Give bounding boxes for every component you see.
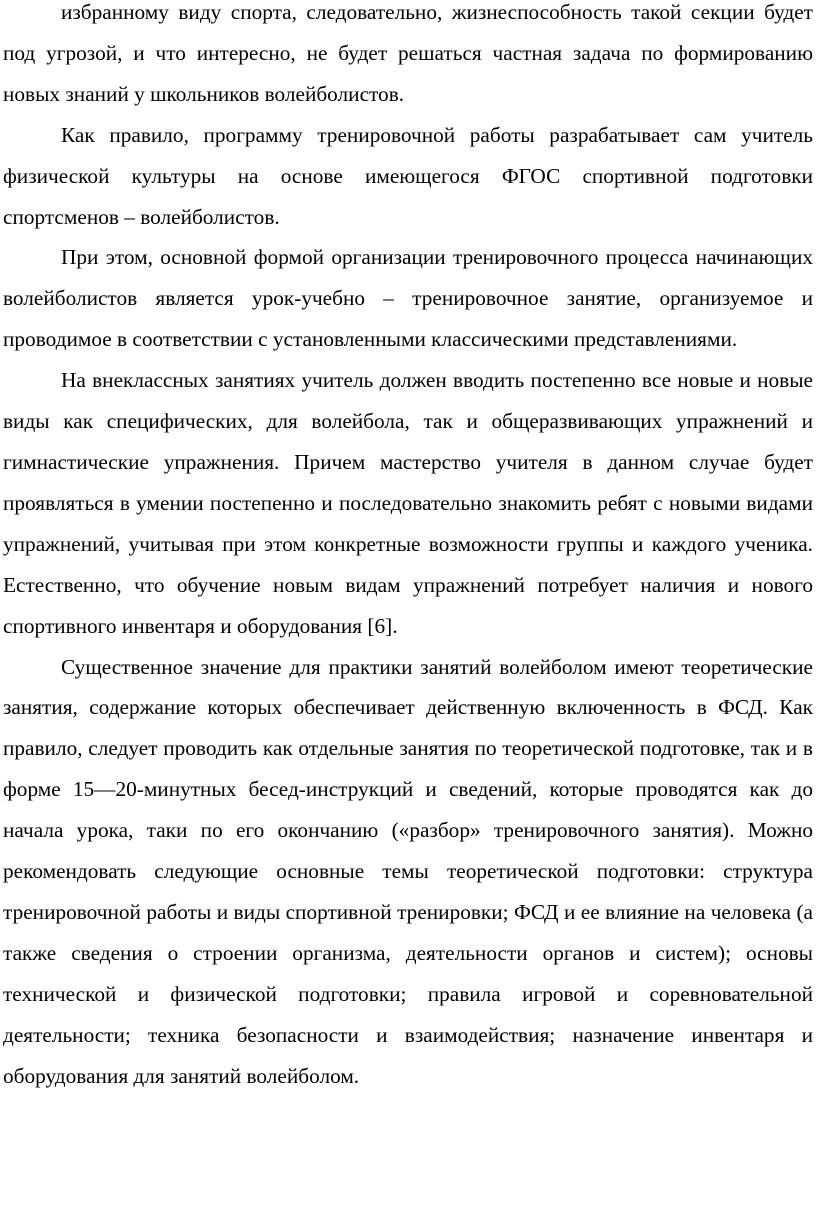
- paragraph-4: На внеклассных занятиях учитель должен вводить постепенно все новые и новые виды как специфических, для волейбола, так и общеразвивающих упражнений и гимнастические упражнения. Причем мастерство учителя в данном случае будет проявляться в умении постепенно и последовательно знакомить ребят с новыми видами упражнений, учитывая при этом конкретные возможности группы и каждого ученика. Естественно, что обучение новым видам упражнений потребует наличия и нового спортивного инвентаря и оборудования [6].: [3, 368, 813, 638]
- document-page: [3, 0, 813, 1096]
- paragraph-5: Существенное значение для практики занятий волейболом имеют теоретические занятия, содержание которых обеспечивает действенную включенность в ФСД. Как правило, следует проводить как отдельные занятия по теоретической подготовке, так и в форме 15—20-минутных бесед-инструкций и сведений, которые проводятся как до начала урока, таки по его окончанию («разбор» тренировочного занятия). Можно рекомендовать следующие основные темы теоретической подготовки: структура тренировочной работы и виды спортивной тренировки; ФСД и ее влияние на человека (а также сведения о строении организма, деятельности органов и систем); основы технической и физической подготовки; правила игровой и соревновательной деятельности; техника безопасности и взаимодействия; назначение инвентаря и оборудования для занятий волейболом.: [3, 654, 813, 1088]
- paragraph-2: Как правило, программу тренировочной работы разрабатывает сам учитель физической культуры на основе имеющегося ФГОС спортивной подготовки спортсменов – волейболистов.: [3, 122, 813, 229]
- paragraph-3: При этом, основной формой организации тренировочного процесса начинающих волейболистов является урок-учебно – тренировочное занятие, организуемое и проводимое в соответствии с установленными классическими представлениями.: [3, 245, 813, 352]
- paragraph-1: избранному виду спорта, следовательно, жизнеспособность такой секции будет под угрозой, и что интересно, не будет решаться частная задача по формированию новых знаний у школьников волейболистов.: [3, 0, 813, 106]
